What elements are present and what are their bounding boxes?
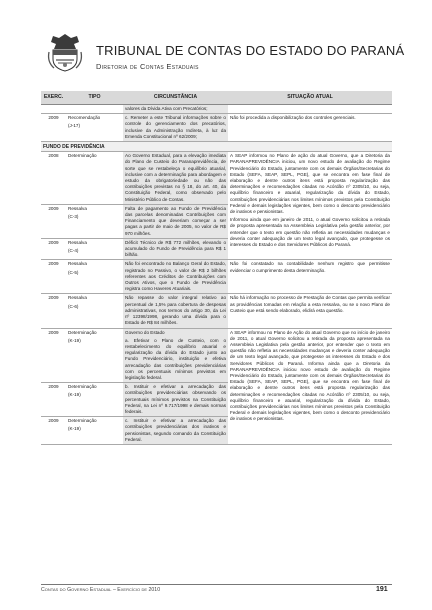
type-code: (C-3)	[68, 214, 79, 220]
year-cell: 2009	[41, 328, 66, 383]
column-header-circumstance: CIRCUNSTÂNCIA	[123, 91, 228, 105]
type-label: Ressalva	[68, 205, 87, 211]
type-label: Ressalva	[68, 295, 87, 301]
type-label: Determinação	[68, 384, 97, 390]
type-label: Ressalva	[68, 239, 87, 245]
page-header	[0, 0, 432, 90]
table-row	[41, 260, 392, 294]
circumstance-cell: c. Instituir e efetivar a arrecadação das contribuições previdenciárias dos inativos e pensionistas, segundo comando da Constituição Federal.	[123, 417, 228, 445]
year-cell: 2009	[41, 238, 66, 260]
type-label: Ressalva	[68, 261, 87, 267]
year-cell: 2009	[41, 383, 66, 417]
table-row	[41, 294, 392, 328]
table-row	[41, 105, 392, 114]
circumstance-cell: Falta de pagamento ao Fundo de Previdência das parcelas denominadas Contribuições com Financiamento que deveriam começar a ser pagas a partir de maio de 2005, no valor de R$ 970 milhões.	[123, 204, 228, 238]
situation-cell: Não foi constatado na contabilidade nenhum registro que permitisse evidenciar o cumprimento desta determinação.	[228, 260, 392, 294]
footer-divider	[41, 584, 392, 585]
page-subtitle: Diretoria de Contas Estaduais	[96, 62, 199, 71]
situation-cell: Não há informação no processo de Prestação de Contas que permita verificar as providências tomadas em relação a esta ressalva, ou se o novo Plano de Custeio que está sendo elaborado, elidirá esta questão.	[228, 294, 392, 328]
column-header-year: EXERC.	[41, 91, 66, 105]
table-row	[41, 114, 392, 142]
year-cell: 2009	[41, 417, 66, 445]
circumstance-cell: valores da Dívida Ativa com Precatórios;	[123, 105, 228, 114]
year-cell: 2009	[41, 114, 66, 142]
year-cell: 2009	[41, 260, 66, 294]
year-cell: 2009	[41, 204, 66, 238]
year-cell: 2009	[41, 294, 66, 328]
section-title: FUNDO DE PREVIDÊNCIA	[41, 142, 392, 152]
parana-coat-of-arms-icon	[46, 32, 84, 72]
footer-caption: Contas do Governo Estadual – Exercício de 2010	[41, 587, 161, 593]
column-header-situation: SITUAÇÃO ATUAL	[228, 91, 392, 105]
type-code: (C-5)	[68, 269, 79, 275]
situation-cell: A SEAP informou no Plano de Ação do atual Governo que no início de janeiro de 2011, o atual Governo solicitou a retirada da proposta apresentada na Assembleia Legislativa pela gestão anterior, por entender que o texto em questão não refletia as necessidades mudanças e deveria conter adequação de um texto legal avançado, que protegesse os interesses do Estado e dos Servidores Públicos do Paraná. Informa ainda que a Diretoria da PARANAPREVIDÊNCIA iniciou novo estudo de avaliação do Regime Previdenciário do Estado, juntamente com os demais Órgãos/Secretarias do Estado (SEFA, SEAP, SEPL, PGE), que se encontra em fase final de elaboração e dentre outros itens está proposta regularização das determinações e recomendações citadas no Acórdão nº 2305/10, ou seja, equilíbrio financeiro e atuarial, regularização da dívida do Estado, contribuições previdenciárias nos limites mínimos previstos pela Constituição Federal e demais legislações vigentes, bem como o desconto previdenciário de inativos e pensionistas.	[228, 328, 392, 444]
findings-table	[41, 91, 392, 445]
circumstance-cell: c. Remeter a este Tribunal informações sobre o controle do gerenciamento dos precatórios, inclusive da Administração Indireta, à luz da Emenda Constitucional nº 62/2009;	[123, 114, 228, 142]
type-label: Determinação	[68, 418, 97, 424]
circumstance-cell: Déficit Técnico de R$ 772 milhões, elevando o acumulado do Fundo de Previdência para R$ 1 bilhão.	[123, 238, 228, 260]
situation-text: A SEAP informou no Plano de ação do atual Governo, que a Diretoria da PARANAPREVIDÊNCIA iniciou, um novo estudo de avaliação do Regime Previdenciário do Estado, juntamente com os demais Órgãos/Secretarias do Estado (SEFA, SEAP, SEPL, PGE), que se encontra em fase final de elaboração e dentre outros itens está proposta regularização das determinações e recomendações citadas no Acórdão nº 2305/10, ou seja, equilíbrio financeiro e atuarial, regularização da dívida do Estado, contribuições previdenciárias nos limites mínimos previstos pela Constituição Federal e demais legislações vigentes, bem como o desconto previdenciário de inativos e pensionistas.	[230, 153, 390, 215]
section-row	[41, 142, 392, 152]
table-header-row	[41, 91, 392, 105]
page-title: TRIBUNAL DE CONTAS DO ESTADO DO PARANÁ	[96, 43, 405, 58]
circumstance-cell: Ao Governo Estadual, para a elevação imediata do Plano de Custeio do Paranaprevidência, de sorte que se restabeleça o equilíbrio atuarial, inclusive com a determinação para abordagem e estudo da obrigatoriedade ou não das contribuições previstas no § 18, do art. 40, da Constituição Federal, como observado pelo Ministério Público de Contas.	[123, 152, 228, 205]
type-label: Recomendação	[68, 115, 101, 121]
type-label: Determinação	[68, 329, 97, 335]
table-row	[41, 328, 392, 383]
circumstance-cell: b. Instituir e efetivar a arrecadação das contribuições previdenciárias observando os percentuais mínimos previstos na Constituição Federal, na Lei nº 9.717/1998 e demais normas federais.	[123, 383, 228, 417]
type-cell	[66, 417, 123, 445]
circumstance-text: a. Efetivar o Plano de Custeio, com o restabelecimento do equilíbrio atuarial e regularização da dívida do Estado junto ao Fundo Previdenciário, instituição e efetiva arrecadação das contribuições previdenciárias com os percentuais mínimos previstos em legislação federal.	[125, 337, 226, 380]
type-cell	[66, 238, 123, 260]
type-code: (K-19)	[68, 426, 81, 432]
type-cell	[66, 294, 123, 328]
circumstance-intro: Governo do Estado	[125, 329, 165, 335]
situation-cell: Não foi procedida a disponibilização dos controles gerenciais.	[228, 114, 392, 142]
circumstance-cell: Não foi encontrado no Balanço Geral do Estado, registrado no Passivo, o valor de R$ 2 bilhões referentes aos Créditos de Contribuições com Outros Ativos, que o Fundo de Previdência registra como Haveres Atuariais.	[123, 260, 228, 294]
type-code: (K-19)	[68, 337, 81, 343]
type-cell	[66, 383, 123, 417]
page-number: 191	[376, 586, 388, 593]
type-cell	[66, 328, 123, 383]
type-cell: Determinação	[66, 152, 123, 205]
column-header-type: TIPO	[66, 91, 123, 105]
situation-cell	[228, 152, 392, 260]
type-code: (J-17)	[68, 123, 80, 129]
type-cell	[66, 114, 123, 142]
circumstance-cell: Não repasse do valor integral relativo ao percentual de 1,5% para cobertura de despesas administrativas, nos termos do artigo 30, da Lei nº 12398/1998, gerando uma dívida para o Estado de R$ 84 milhões.	[123, 294, 228, 328]
type-code: (K-19)	[68, 392, 81, 398]
type-code: (C-6)	[68, 303, 79, 309]
year-cell: 2008	[41, 152, 66, 205]
type-code: (C-4)	[68, 248, 79, 254]
circumstance-cell	[123, 328, 228, 383]
type-cell	[66, 260, 123, 294]
table-row	[41, 152, 392, 205]
situation-text: Informou ainda que em janeiro de 2011, o atual Governo solicitou a retirada de proposta apresentada na Assembleia Legislativa pela gestão anterior, por entender que o texto em questão não refletia as necessidades mudanças e deveria conter adequação de um texto legal avançado, que protegesse os interesses do Estado e dos Servidores Públicos do Paraná.	[230, 217, 390, 248]
type-cell	[66, 204, 123, 238]
